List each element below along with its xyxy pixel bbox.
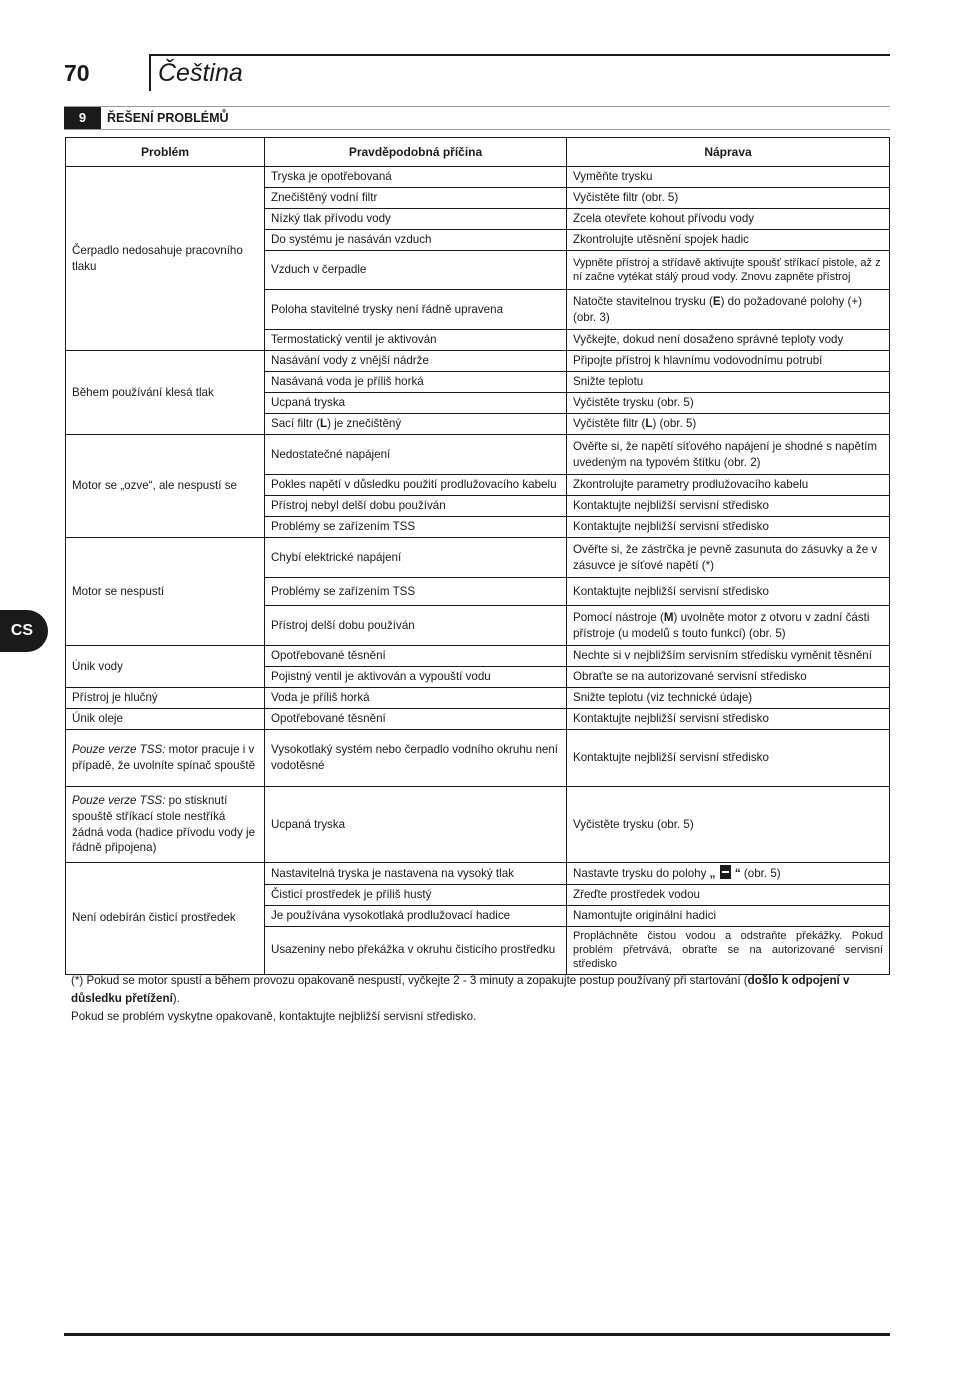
cause-cell: Opotřebované těsnění [265, 709, 567, 730]
cause-cell: Usazeniny nebo překážka v okruhu čisticího prostředku [265, 926, 567, 974]
section-number: 9 [64, 107, 101, 129]
troubleshooting-table [65, 137, 890, 975]
tss-note: Pouze verze TSS: [72, 743, 166, 757]
language-title: Čeština [158, 59, 243, 87]
remedy-cell: Kontaktujte nejbližší servisní středisko [567, 496, 890, 517]
cause-cell: Přístroj delší dobu používán [265, 606, 567, 646]
cause-cell: Nasávaná voda je příliš horká [265, 372, 567, 393]
table-row [66, 709, 890, 730]
remedy-text: Natočte stavitelnou trysku ( [573, 294, 713, 308]
cause-cell: Nízký tlak přívodu vody [265, 209, 567, 230]
table-row [66, 538, 890, 578]
remedy-cell: Kontaktujte nejbližší servisní středisko [567, 730, 890, 787]
remedy-cell: Vyčistěte trysku (obr. 5) [567, 393, 890, 414]
remedy-cell: Ověřte si, že napětí síťového napájení je shodné s napětím uvedeným na typovém štítku (obr. 2) [567, 435, 890, 475]
cause-cell: Vzduch v čerpadle [265, 251, 567, 290]
remedy-cell: Kontaktujte nejbližší servisní středisko [567, 709, 890, 730]
table-row [66, 730, 890, 787]
page-number: 70 [64, 60, 90, 86]
footnote-emphasis: došlo k odpojení v důsledku přetížení [71, 974, 850, 1005]
remedy-text: Vyčistěte filtr ( [573, 417, 646, 431]
remedy-cell: Ověřte si, že zástrčka je pevně zasunuta do zásuvky a že v zásuvce je síťové napětí (*) [567, 538, 890, 578]
remedy-cell: Vyčistěte trysku (obr. 5) [567, 787, 890, 863]
cause-cell: Znečištěný vodní filtr [265, 188, 567, 209]
cause-cell: Voda je příliš horká [265, 688, 567, 709]
problem-cell: Přístroj je hlučný [66, 688, 265, 709]
cause-cell: Pokles napětí v důsledku použití prodlužovacího kabelu [265, 475, 567, 496]
table-row [66, 863, 890, 885]
problem-text: po stisknutí spouště stříkací stole nestříká žádná voda (hadice přívodu vody je řádně připojena) [72, 794, 256, 855]
problem-cell: Únik oleje [66, 709, 265, 730]
table-header-row [66, 138, 890, 167]
cause-cell: Ucpaná tryska [265, 393, 567, 414]
problem-text: motor pracuje i v případě, že uvolníte spínač spouště [72, 743, 256, 772]
header-cause: Pravděpodobná příčina [265, 138, 567, 167]
remedy-cell: Připojte přístroj k hlavnímu vodovodnímu potrubí [567, 351, 890, 372]
remedy-cell: Nechte si v nejbližším servisním středisku vyměnit těsnění [567, 646, 890, 667]
cause-cell: Opotřebované těsnění [265, 646, 567, 667]
cause-cell: Čisticí prostředek je příliš hustý [265, 884, 567, 905]
header-divider [149, 55, 151, 91]
remedy-cell: Snižte teplotu (viz technické údaje) [567, 688, 890, 709]
cause-cell: Termostatický ventil je aktivován [265, 330, 567, 351]
footnote-text: (*) Pokud se motor spustí a během provozu opakovaně nespustí, vyčkejte 2 - 3 minuty a zopakujte postup používaný při startování ( [71, 974, 748, 987]
remedy-cell: Zkontrolujte utěsnění spojek hadic [567, 230, 890, 251]
cause-cell: Tryska je opotřebovaná [265, 167, 567, 188]
cause-cell: Je používána vysokotlaká prodlužovací hadice [265, 905, 567, 926]
part-key: M [663, 610, 674, 624]
remedy-cell [567, 290, 890, 330]
cause-cell: Nastavitelná tryska je nastavena na vysoký tlak [265, 863, 567, 885]
cause-cell: Přístroj nebyl delší dobu používán [265, 496, 567, 517]
footnote-overload [71, 972, 881, 1008]
remedy-cell: Snižte teplotu [567, 372, 890, 393]
footnote-text: ). [172, 992, 180, 1005]
remedy-cell: Obraťte se na autorizované servisní středisko [567, 667, 890, 688]
footnote [71, 972, 881, 1026]
remedy-cell: Zkontrolujte parametry prodlužovacího kabelu [567, 475, 890, 496]
remedy-cell: Kontaktujte nejbližší servisní středisko [567, 517, 890, 538]
problem-cell: Během používání klesá tlak [66, 351, 265, 435]
footnote-service: Pokud se problém vyskytne opakovaně, kontaktujte nejbližší servisní středisko. [71, 1010, 477, 1023]
cause-cell [265, 414, 567, 435]
header-rule [149, 54, 890, 56]
problem-cell [66, 730, 265, 787]
cause-cell: Ucpaná tryska [265, 787, 567, 863]
remedy-cell: Zřeďte prostředek vodou [567, 884, 890, 905]
header-remedy: Náprava [567, 138, 890, 167]
cause-cell: Problémy se zařízením TSS [265, 517, 567, 538]
remedy-cell: Vyčistěte filtr (obr. 5) [567, 188, 890, 209]
problem-cell: Motor se „ozve“, ale nespustí se [66, 435, 265, 538]
cause-cell: Nasávání vody z vnější nádrže [265, 351, 567, 372]
cause-cell: Vysokotlaký systém nebo čerpadlo vodního okruhu není vodotěsné [265, 730, 567, 787]
problem-cell: Čerpadlo nedosahuje pracovního tlaku [66, 167, 265, 351]
part-key: L [319, 417, 328, 431]
table-row [66, 787, 890, 863]
quote-mark: “ [734, 867, 741, 880]
remedy-text: ) uvolněte motor z otvoru v zadní části přístroje (u modelů s touto funkcí) (obr. 5) [573, 610, 870, 640]
cause-cell: Nedostatečné napájení [265, 435, 567, 475]
problem-cell [66, 787, 265, 863]
remedy-cell [567, 863, 890, 885]
remedy-text: ) (obr. 5) [652, 417, 697, 431]
remedy-cell: Namontujte originální hadici [567, 905, 890, 926]
table-row [66, 688, 890, 709]
cause-cell: Pojistný ventil je aktivován a vypouští vodu [265, 667, 567, 688]
remedy-cell [567, 606, 890, 646]
footer-rule [64, 1333, 890, 1336]
problem-cell: Motor se nespustí [66, 538, 265, 646]
quote-mark: „ [709, 867, 716, 880]
remedy-cell: Zcela otevřete kohout přívodu vody [567, 209, 890, 230]
low-pressure-position-icon [720, 865, 731, 879]
cause-text: ) je znečištěný [327, 417, 402, 431]
problem-cell: Není odebírán čisticí prostředek [66, 863, 265, 975]
section-heading [64, 106, 890, 130]
remedy-cell: Vyměňte trysku [567, 167, 890, 188]
remedy-cell: Vypněte přístroj a střídavě aktivujte spoušť stříkací pistole, až z ní začne vytékat stálý proud vody. Znovu zapněte přístroj [567, 251, 890, 290]
remedy-cell: Propláchněte čistou vodou a odstraňte překážky. Pokud problém přetrvává, obraťte se na autorizované servisní středisko [567, 926, 890, 974]
cause-cell: Problémy se zařízením TSS [265, 578, 567, 606]
table-row [66, 435, 890, 475]
remedy-text: ) do požadované polohy (+) (obr. 3) [573, 294, 863, 324]
remedy-text: Pomocí nástroje ( [573, 610, 664, 624]
cause-cell: Poloha stavitelné trysky není řádně upravena [265, 290, 567, 330]
table-row [66, 646, 890, 667]
remedy-text: (obr. 5) [740, 867, 781, 880]
remedy-cell [567, 414, 890, 435]
remedy-cell: Vyčkejte, dokud není dosaženo správné teploty vody [567, 330, 890, 351]
problem-cell: Únik vody [66, 646, 265, 688]
language-tab: CS [0, 610, 48, 652]
header-problem: Problém [66, 138, 265, 167]
remedy-text: Nastavte trysku do polohy [573, 867, 710, 880]
cause-cell: Do systému je nasáván vzduch [265, 230, 567, 251]
part-key: E [712, 294, 721, 308]
table-row [66, 351, 890, 372]
section-title: ŘEŠENÍ PROBLÉMŮ [107, 111, 229, 125]
remedy-cell: Kontaktujte nejbližší servisní středisko [567, 578, 890, 606]
cause-text: Sací filtr ( [271, 417, 320, 431]
cause-cell: Chybí elektrické napájení [265, 538, 567, 578]
part-key: L [645, 417, 653, 431]
table-row [66, 167, 890, 188]
tss-note: Pouze verze TSS: [72, 794, 166, 808]
